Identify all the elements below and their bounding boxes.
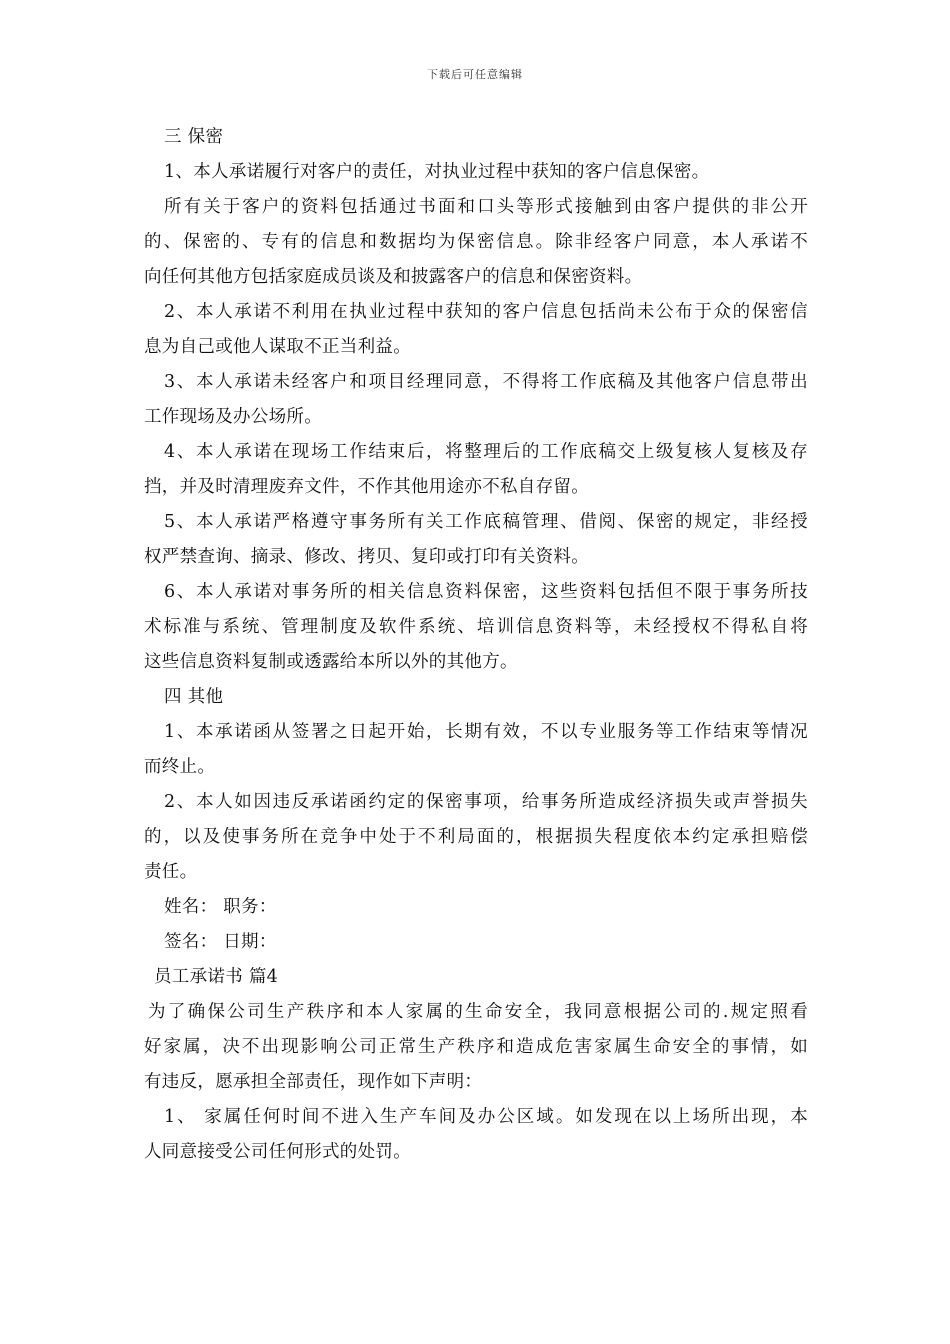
paragraph-line: 2、本人承诺不利用在执业过程中获知的客户信息包括尚未公布于众的保密信: [164, 302, 808, 322]
header-note: 下载后可任意编辑: [427, 68, 523, 81]
paragraph-line: 有违反，愿承担全部责任，现作如下声明：: [144, 1072, 483, 1092]
paragraph-line: 所有关于客户的资料包括通过书面和口头等形式接触到由客户提供的非公开: [164, 197, 808, 217]
paragraph-line: 6、本人承诺对事务所的相关信息资料保密，这些资料包括但不限于事务所技: [164, 582, 808, 602]
signature-date-line: 签名： 日期：: [164, 932, 277, 952]
section-heading-confidentiality: 三 保密: [164, 127, 224, 147]
paragraph-line: 好家属，决不出现影响公司正常生产秩序和造成危害家属生命安全的事情，如: [144, 1037, 808, 1057]
paragraph-line: 3、本人承诺未经客户和项目经理同意，不得将工作底稿及其他客户信息带出: [164, 372, 808, 392]
paragraph-line: 1、本人承诺履行对客户的责任，对执业过程中获知的客户信息保密。: [164, 162, 710, 182]
paragraph-line: 息为自己或他人谋取不正当利益。: [144, 337, 411, 357]
name-title-line: 姓名： 职务：: [164, 897, 277, 917]
paragraph-line: 5、本人承诺严格遵守事务所有关工作底稿管理、借阅、保密的规定，非经授: [164, 512, 808, 532]
paragraph-line: 为了确保公司生产秩序和本人家属的生命安全，我同意根据公司的.规定照看: [148, 1002, 808, 1022]
paragraph-line: 的，以及使事务所在竞争中处于不利局面的，根据损失程度依本约定承担赔偿: [144, 827, 808, 847]
document-body: [144, 120, 808, 1170]
paragraph-line: 术标准与系统、管理制度及软件系统、培训信息资料等，未经授权不得私自将: [144, 617, 808, 637]
section-heading-other: 四 其他: [164, 687, 224, 707]
paragraph-line: 这些信息资料复制或透露给本所以外的其他方。: [144, 652, 518, 672]
paragraph-line: 1、 家属任何时间不进入生产车间及办公区域。如发现在以上场所出现，本: [164, 1107, 808, 1127]
section-heading-pledge-4: 员工承诺书 篇4: [154, 967, 279, 987]
paragraph-line: 1、本承诺函从签署之日起开始，长期有效，不以专业服务等工作结束等情况: [164, 722, 808, 742]
paragraph-line: 向任何其他方包括家庭成员谈及和披露客户的信息和保密资料。: [144, 267, 643, 287]
paragraph-line: 4、本人承诺在现场工作结束后，将整理后的工作底稿交上级复核人复核及存: [164, 442, 808, 462]
paragraph-line: 的、保密的、专有的信息和数据均为保密信息。除非经客户同意，本人承诺不: [144, 232, 808, 252]
paragraph-line: 工作现场及办公场所。: [144, 407, 322, 427]
paragraph-line: 权严禁查询、摘录、修改、拷贝、复印或打印有关资料。: [144, 547, 589, 567]
paragraph-line: 2、本人如因违反承诺函约定的保密事项，给事务所造成经济损失或声誉损失: [164, 792, 808, 812]
paragraph-line: 而终止。: [144, 757, 216, 777]
paragraph-line: 人同意接受公司任何形式的处罚。: [144, 1142, 411, 1162]
paragraph-line: 挡，并及时清理废弃文件，不作其他用途亦不私自存留。: [144, 477, 589, 497]
paragraph-line: 责任。: [144, 862, 198, 882]
